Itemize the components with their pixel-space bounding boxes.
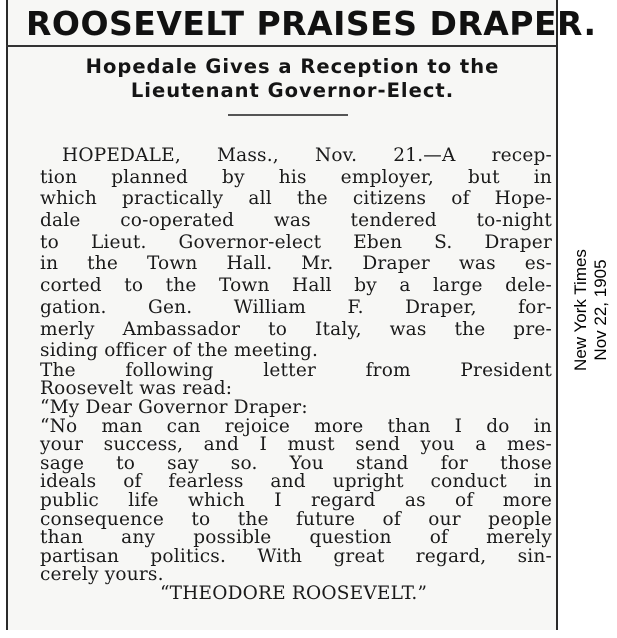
- publication-date: Nov 22, 1905: [591, 259, 610, 361]
- letter-salutation: “My Dear Governor Draper:: [40, 397, 308, 419]
- letter-line: than any possible question of merely: [40, 527, 552, 549]
- letter-line: public life which I regard as of more: [40, 490, 552, 512]
- body-line: to Lieut. Governor-elect Eben S. Draper: [40, 231, 552, 253]
- body-line: in the Town Hall. Mr. Draper was es-: [40, 253, 552, 275]
- intro-line: Roosevelt was read:: [40, 378, 233, 400]
- body-line: which practically all the citizens of Hope-: [40, 188, 552, 210]
- source-caption-text: [571, 249, 611, 371]
- body-line: siding officer of the meeting.: [40, 340, 319, 362]
- headline-rule: [6, 45, 556, 47]
- subhead-line: Lieutenant Governor-Elect.: [130, 79, 455, 102]
- body-line: HOPEDALE, Mass., Nov. 21.—A recep-: [62, 145, 552, 166]
- headline: ROOSEVELT PRAISES DRAPER.: [26, 4, 597, 43]
- letter-line: cerely yours.: [40, 564, 164, 586]
- intro-line: The following letter from President: [40, 359, 552, 381]
- letter-line: your success, and I must send you a mes-: [40, 434, 552, 456]
- publication-name: New York Times: [571, 249, 590, 371]
- letter-line: sage to say so. You stand for those: [40, 452, 552, 474]
- body-line: tion planned by his employer, but in: [40, 166, 552, 188]
- letter-line: consequence to the future of our people: [40, 508, 552, 530]
- letter-line: “No man can rejoice more than I do in: [40, 415, 552, 437]
- source-caption: [569, 240, 613, 380]
- letter-signature: “THEODORE ROOSEVELT.”: [160, 583, 428, 604]
- letter-line: ideals of fearless and upright conduct in: [40, 471, 552, 493]
- article-body: [40, 145, 552, 604]
- subheadline: [30, 55, 555, 103]
- section-divider: [228, 114, 348, 116]
- body-line: gation. Gen. William F. Draper, for-: [40, 296, 552, 318]
- body-line: dale co-operated was tendered to-night: [40, 210, 552, 232]
- subhead-line: Hopedale Gives a Reception to the: [85, 55, 500, 78]
- body-line: corted to the Town Hall by a large dele-: [40, 275, 552, 297]
- body-line: merly Ambassador to Italy, was the pre-: [40, 318, 552, 340]
- letter-line: partisan politics. With great regard, sin-: [40, 545, 552, 567]
